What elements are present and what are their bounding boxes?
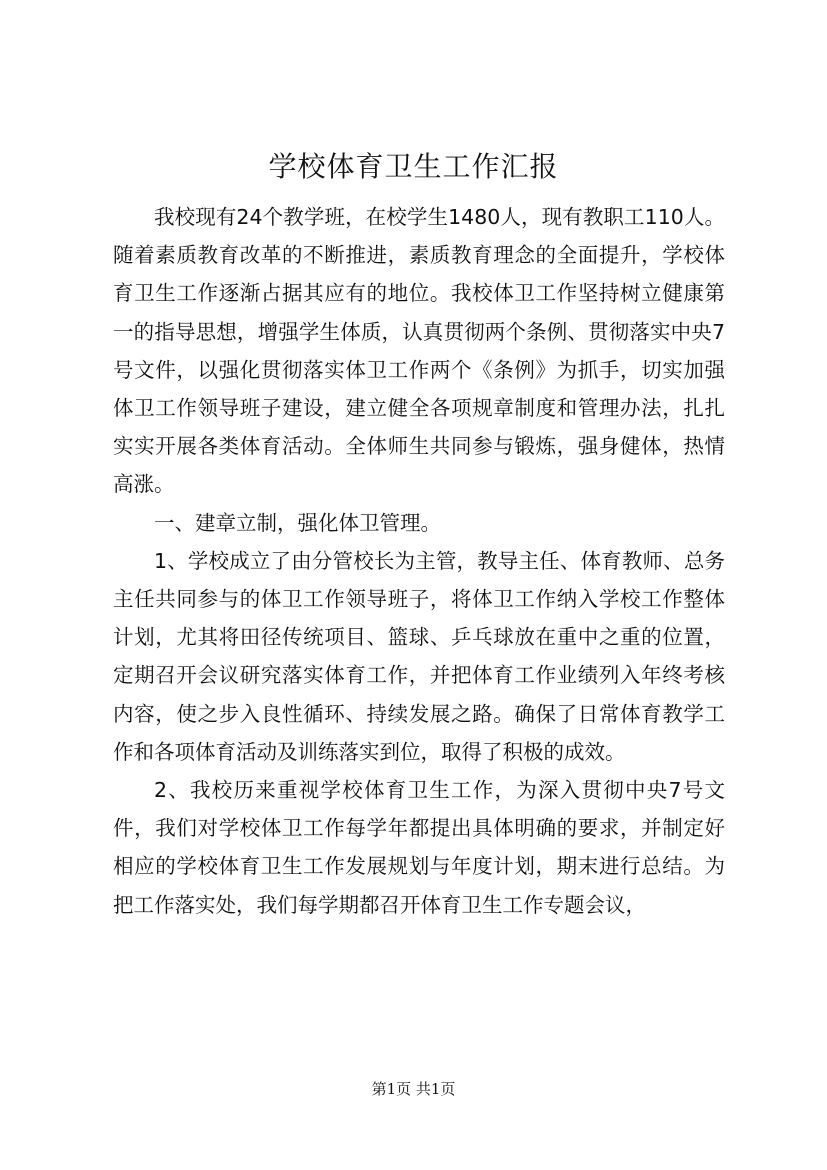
document-body <box>113 198 725 924</box>
paragraph-item-2: 2、我校历来重视学校体育卫生工作，为深入贯彻中央7号文件，我们对学校体卫工作每学年都提出具体明确的要求，并制定好相应的学校体育卫生工作发展规划与年度计划，期末进行总结。为把工作落实处，我们每学期都召开体育卫生工作专题会议， <box>113 778 725 917</box>
section-heading: 一、建章立制，强化体卫管理。 <box>154 510 441 535</box>
paragraph-item-1: 1、学校成立了由分管校长为主管，教导主任、体育教师、总务主任共同参与的体卫工作领导班子，将体卫工作纳入学校工作整体计划，尤其将田径传统项目、篮球、乒乓球放在重中之重的位置，定期召开会议研究落实体育工作，并把体育工作业绩列入年终考核内容，使之步入良性循环、持续发展之路。确保了日常体育教学工作和各项体育活动及训练落实到位，取得了积极的成效。 <box>113 548 725 764</box>
paragraph-intro: 我校现有24个教学班，在校学生1480人，现有教职工110人。随着素质教育改革的不断推进，素质教育理念的全面提升，学校体育卫生工作逐渐占据其应有的地位。我校体卫工作坚持树立健康第一的指导思想，增强学生体质，认真贯彻两个条例、贯彻落实中央7号文件，以强化贯彻落实体卫工作两个《条例》为抓手，切实加强体卫工作领导班子建设，建立健全各项规章制度和管理办法，扎扎实实开展各类体育活动。全体师生共同参与锻炼，强身健体，热情高涨。 <box>113 205 725 497</box>
page-number-footer: 第1页 共1页 <box>371 1080 456 1098</box>
document-title: 学校体育卫生工作汇报 <box>268 150 559 183</box>
